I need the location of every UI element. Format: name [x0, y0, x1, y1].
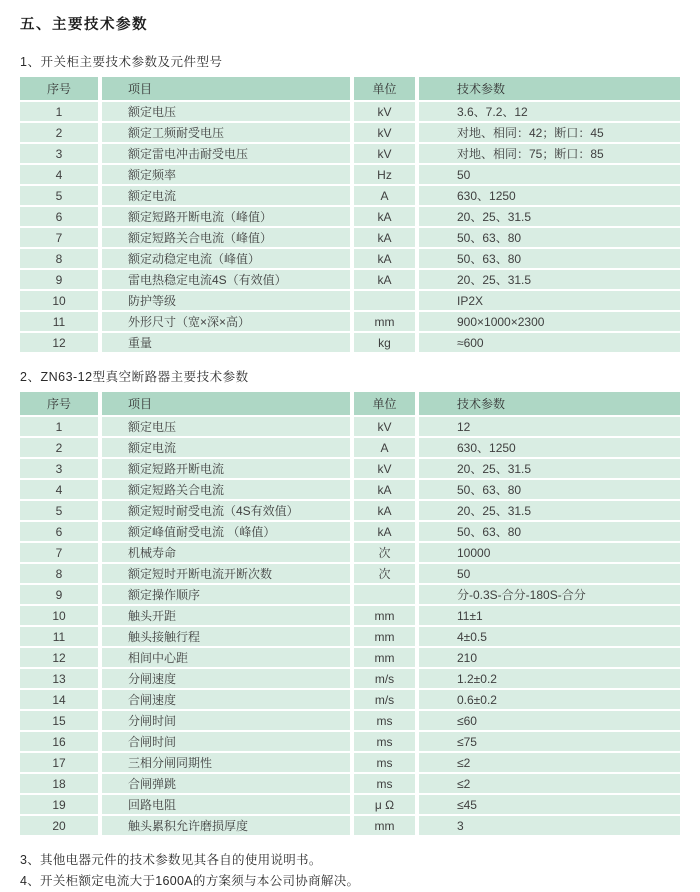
cell-item: 额定短时耐受电流（4S有效值）: [100, 500, 352, 521]
cell-unit: Hz: [352, 164, 417, 185]
cell-index: 7: [20, 542, 100, 563]
cell-item: 额定工频耐受电压: [100, 122, 352, 143]
cell-item: 额定电流: [100, 185, 352, 206]
table-row: [20, 227, 680, 248]
cell-unit: kA: [352, 479, 417, 500]
cell-unit: [352, 290, 417, 311]
table-row: [20, 731, 680, 752]
cell-item: 触头接触行程: [100, 626, 352, 647]
cell-item: 触头开距: [100, 605, 352, 626]
column-header-item: 项目: [100, 392, 352, 416]
cell-unit: mm: [352, 647, 417, 668]
cell-item: 额定短路开断电流（峰值）: [100, 206, 352, 227]
cell-value: ≤75: [417, 731, 680, 752]
cell-item: 分闸时间: [100, 710, 352, 731]
cell-index: 2: [20, 437, 100, 458]
cell-index: 15: [20, 710, 100, 731]
cell-index: 12: [20, 647, 100, 668]
cell-index: 11: [20, 626, 100, 647]
cell-index: 16: [20, 731, 100, 752]
cell-item: 外形尺寸（宽×深×高）: [100, 311, 352, 332]
cell-item: 额定电压: [100, 416, 352, 437]
table-header-row: [20, 77, 680, 101]
cell-item: 回路电阻: [100, 794, 352, 815]
cell-index: 14: [20, 689, 100, 710]
cell-unit: 次: [352, 542, 417, 563]
cell-unit: kA: [352, 227, 417, 248]
cell-item: 相间中心距: [100, 647, 352, 668]
cell-index: 10: [20, 290, 100, 311]
cell-index: 17: [20, 752, 100, 773]
cell-value: ≤2: [417, 773, 680, 794]
cell-item: 合闸弹跳: [100, 773, 352, 794]
cell-unit: kA: [352, 521, 417, 542]
table-row: [20, 668, 680, 689]
cell-value: 20、25、31.5: [417, 206, 680, 227]
cell-unit: μ Ω: [352, 794, 417, 815]
cell-unit: mm: [352, 605, 417, 626]
table-row: [20, 605, 680, 626]
cell-index: 7: [20, 227, 100, 248]
cell-index: 6: [20, 521, 100, 542]
cell-unit: ms: [352, 773, 417, 794]
cell-value: IP2X: [417, 290, 680, 311]
cell-index: 9: [20, 584, 100, 605]
table-row: [20, 311, 680, 332]
section1-title: 1、开关柜主要技术参数及元件型号: [20, 55, 223, 69]
column-header-unit: 单位: [352, 77, 417, 101]
cell-item: 合闸时间: [100, 731, 352, 752]
cell-unit: [352, 584, 417, 605]
cell-item: 额定短路开断电流: [100, 458, 352, 479]
cell-unit: kV: [352, 143, 417, 164]
cell-index: 20: [20, 815, 100, 836]
cell-value: ≤2: [417, 752, 680, 773]
cell-unit: A: [352, 185, 417, 206]
cell-item: 三相分闸同期性: [100, 752, 352, 773]
table-row: [20, 290, 680, 311]
cell-index: 1: [20, 416, 100, 437]
table-row: [20, 626, 680, 647]
cell-value: 20、25、31.5: [417, 458, 680, 479]
cell-value: 50、63、80: [417, 479, 680, 500]
note-other-components: 3、其他电器元件的技术参数见其各自的使用说明书。: [20, 853, 322, 867]
cell-unit: mm: [352, 626, 417, 647]
cell-item: 额定短路关合电流（峰值）: [100, 227, 352, 248]
cell-value: 630、1250: [417, 437, 680, 458]
cell-value: 50: [417, 164, 680, 185]
table-row: [20, 584, 680, 605]
cell-index: 4: [20, 479, 100, 500]
cell-index: 8: [20, 248, 100, 269]
cell-unit: kA: [352, 500, 417, 521]
cell-unit: kA: [352, 269, 417, 290]
cell-item: 合闸速度: [100, 689, 352, 710]
cell-index: 3: [20, 143, 100, 164]
cell-item: 额定操作顺序: [100, 584, 352, 605]
table-row: [20, 437, 680, 458]
cell-unit: mm: [352, 311, 417, 332]
cell-unit: kV: [352, 101, 417, 122]
column-header-item: 项目: [100, 77, 352, 101]
cell-value: 900×1000×2300: [417, 311, 680, 332]
table-row: [20, 794, 680, 815]
cell-index: 4: [20, 164, 100, 185]
cell-index: 5: [20, 185, 100, 206]
table-row: [20, 185, 680, 206]
cell-unit: m/s: [352, 689, 417, 710]
table-row: [20, 269, 680, 290]
cell-index: 8: [20, 563, 100, 584]
cell-value: 1.2±0.2: [417, 668, 680, 689]
table-row: [20, 458, 680, 479]
cell-value: 分-0.3S-合分-180S-合分: [417, 584, 680, 605]
cell-item: 雷电热稳定电流4S（有效值）: [100, 269, 352, 290]
cell-item: 额定短时开断电流开断次数: [100, 563, 352, 584]
table-row: [20, 122, 680, 143]
cell-index: 1: [20, 101, 100, 122]
cell-index: 5: [20, 500, 100, 521]
cell-value: 50: [417, 563, 680, 584]
table-row: [20, 101, 680, 122]
column-header-value: 技术参数: [417, 392, 680, 416]
table-row: [20, 416, 680, 437]
cell-item: 额定电流: [100, 437, 352, 458]
switchgear-params-table: [20, 77, 680, 354]
cell-value: 10000: [417, 542, 680, 563]
cell-index: 3: [20, 458, 100, 479]
cell-index: 11: [20, 311, 100, 332]
cell-unit: kg: [352, 332, 417, 353]
cell-value: 3: [417, 815, 680, 836]
footer-notes: [20, 850, 680, 892]
cell-unit: 次: [352, 563, 417, 584]
table-row: [20, 815, 680, 836]
cell-index: 12: [20, 332, 100, 353]
cell-unit: kV: [352, 458, 417, 479]
cell-value: 3.6、7.2、12: [417, 101, 680, 122]
cell-item: 分闸速度: [100, 668, 352, 689]
table-row: [20, 752, 680, 773]
cell-index: 10: [20, 605, 100, 626]
breaker-params-body: [20, 416, 680, 836]
cell-index: 19: [20, 794, 100, 815]
cell-item: 机械寿命: [100, 542, 352, 563]
table-row: [20, 710, 680, 731]
cell-value: 20、25、31.5: [417, 269, 680, 290]
column-header-index: 序号: [20, 77, 100, 101]
cell-index: 2: [20, 122, 100, 143]
table-row: [20, 563, 680, 584]
cell-value: 630、1250: [417, 185, 680, 206]
cell-unit: m/s: [352, 668, 417, 689]
table-header-row: [20, 392, 680, 416]
cell-unit: A: [352, 437, 417, 458]
cell-item: 额定电压: [100, 101, 352, 122]
column-header-unit: 单位: [352, 392, 417, 416]
column-header-index: 序号: [20, 392, 100, 416]
table-row: [20, 332, 680, 353]
cell-value: 20、25、31.5: [417, 500, 680, 521]
cell-unit: kV: [352, 122, 417, 143]
table-row: [20, 647, 680, 668]
cell-unit: mm: [352, 815, 417, 836]
cell-unit: ms: [352, 752, 417, 773]
table-row: [20, 479, 680, 500]
table-row: [20, 206, 680, 227]
cell-item: 额定雷电冲击耐受电压: [100, 143, 352, 164]
cell-value: ≈600: [417, 332, 680, 353]
page-title: 五、主要技术参数: [20, 17, 148, 33]
table-row: [20, 773, 680, 794]
table-row: [20, 689, 680, 710]
cell-item: 重量: [100, 332, 352, 353]
cell-item: 额定短路关合电流: [100, 479, 352, 500]
breaker-params-table: [20, 392, 680, 837]
cell-index: 6: [20, 206, 100, 227]
cell-unit: kA: [352, 248, 417, 269]
cell-value: 50、63、80: [417, 227, 680, 248]
section2-title: 2、ZN63-12型真空断路器主要技术参数: [20, 370, 249, 384]
cell-value: ≤45: [417, 794, 680, 815]
cell-value: ≤60: [417, 710, 680, 731]
cell-item: 额定动稳定电流（峰值）: [100, 248, 352, 269]
cell-item: 防护等级: [100, 290, 352, 311]
cell-item: 额定峰值耐受电流 （峰值）: [100, 521, 352, 542]
cell-unit: ms: [352, 710, 417, 731]
cell-item: 额定频率: [100, 164, 352, 185]
cell-value: 4±0.5: [417, 626, 680, 647]
cell-value: 50、63、80: [417, 521, 680, 542]
cell-value: 210: [417, 647, 680, 668]
table-row: [20, 248, 680, 269]
cell-value: 50、63、80: [417, 248, 680, 269]
cell-index: 13: [20, 668, 100, 689]
cell-value: 对地、相同：75；断口：85: [417, 143, 680, 164]
note-rated-current-limit: 4、开关柜额定电流大于1600A的方案须与本公司协商解决。: [20, 874, 360, 888]
table-row: [20, 542, 680, 563]
table-row: [20, 143, 680, 164]
cell-unit: ms: [352, 731, 417, 752]
cell-unit: kV: [352, 416, 417, 437]
cell-value: 0.6±0.2: [417, 689, 680, 710]
cell-value: 12: [417, 416, 680, 437]
cell-value: 对地、相同：42；断口：45: [417, 122, 680, 143]
cell-index: 18: [20, 773, 100, 794]
cell-item: 触头累积允许磨损厚度: [100, 815, 352, 836]
table-row: [20, 164, 680, 185]
cell-value: 11±1: [417, 605, 680, 626]
cell-index: 9: [20, 269, 100, 290]
switchgear-params-body: [20, 101, 680, 353]
column-header-value: 技术参数: [417, 77, 680, 101]
table-row: [20, 521, 680, 542]
cell-unit: kA: [352, 206, 417, 227]
table-row: [20, 500, 680, 521]
